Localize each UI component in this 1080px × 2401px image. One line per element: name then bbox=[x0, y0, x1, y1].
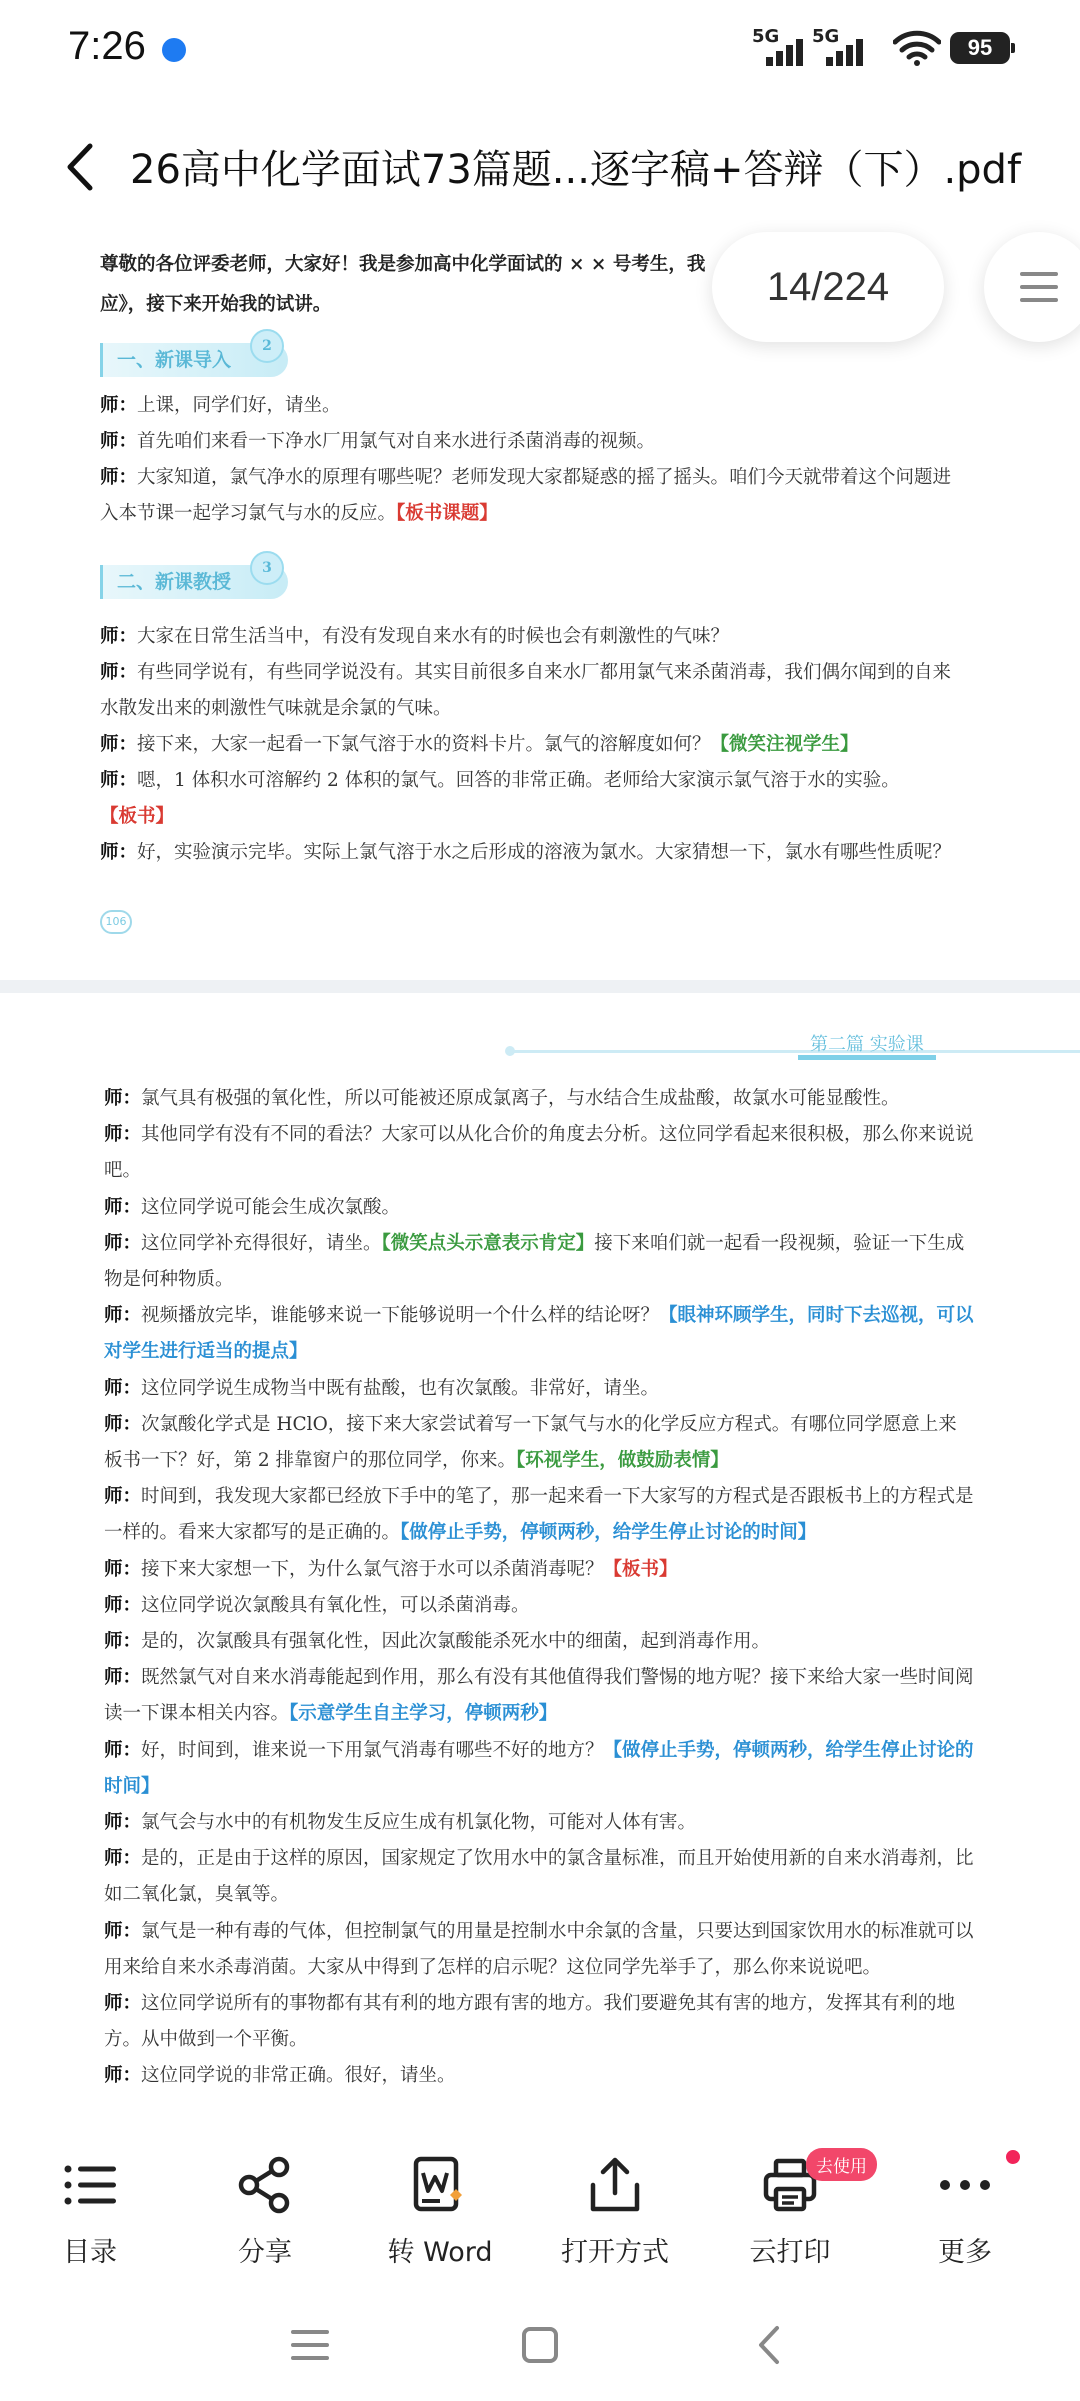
dialogue-line: 师：这位同学说可能会生成次氯酸。 bbox=[104, 1196, 401, 1218]
notification-dot bbox=[1006, 2150, 1020, 2164]
page-running-header: 第二篇 实验课 bbox=[810, 1030, 924, 1056]
dialogue-block-b bbox=[100, 619, 960, 871]
status-bar bbox=[0, 0, 1080, 100]
promo-badge[interactable]: 去使用 bbox=[806, 2148, 877, 2181]
document-title: 26高中化学面试73篇题...逐字稿+答辩（下）.pdf bbox=[130, 147, 1022, 193]
clock: 7:26 bbox=[68, 24, 146, 68]
list-icon bbox=[60, 2155, 120, 2215]
pdf-page-2 bbox=[0, 993, 1080, 2120]
back-nav-icon[interactable] bbox=[745, 2320, 795, 2370]
dialogue-line: 师：次氯酸化学式是 HClO，接下来大家尝试着写一下氯气与水的化学反应方程式。有哪位同学愿意上来板书一下？好，第 2 排靠窗户的那位同学，你来。【环视学生，做鼓励表情】 bbox=[104, 1413, 957, 1472]
dialogue-line: 师：这位同学说所有的事物都有其有利的地方跟有害的地方。我们要避免其有害的地方，发挥其有利的地方。从中做到一个平衡。 bbox=[104, 1993, 956, 2051]
signal-icon-sim1: 5G bbox=[752, 26, 806, 66]
dialogue-line: 师：首先咱们来看一下净水厂用氯气对自来水进行杀菌消毒的视频。 bbox=[100, 431, 656, 452]
title-bar bbox=[0, 110, 1080, 220]
section-header-teaching: 二、新课教授 3 bbox=[100, 565, 288, 599]
convert-word-button[interactable]: 转 Word bbox=[350, 2120, 530, 2290]
bottom-toolbar bbox=[0, 2120, 1080, 2290]
pdf-viewer[interactable] bbox=[0, 225, 1080, 2120]
dialogue-line: 师：氯气是一种有毒的气体，但控制氯气的用量是控制水中余氯的含量，只要达到国家饮用水的标准就可以用来给自来水杀毒消菌。大家从中得到了怎样的启示呢？这位同学先举手了，那么你来说说吧。 bbox=[104, 1920, 974, 1978]
dialogue-line: 师：是的，正是由于这样的原因，国家规定了饮用水中的氯含量标准，而且开始使用新的自来水消毒剂，比如二氧化氯，臭氧等。 bbox=[104, 1848, 974, 1906]
dialogue-line: 师：时间到，我发现大家都已经放下手中的笔了，那一起来看一下大家写的方程式是否跟板书上的方程式是一样的。看来大家都写的是正确的。【做停止手势，停顿两秒，给学生停止讨论的时间】 bbox=[104, 1486, 974, 1544]
recent-apps-icon[interactable] bbox=[285, 2320, 335, 2370]
dialogue-line: 师：其他同学有没有不同的看法？大家可以从化合价的角度去分析。这位同学看起来很积极，那么你来说说吧。 bbox=[104, 1124, 974, 1182]
dialogue-line: 师：大家在日常生活当中，有没有发现自来水有的时候也会有刺激性的气味？ bbox=[100, 626, 730, 647]
pdf-page-1 bbox=[0, 225, 1080, 980]
dialogue-line: 师：这位同学补充得很好，请坐。【微笑点头示意表示肯定】接下来咱们就一起看一段视频，验证一下生成物是何种物质。 bbox=[104, 1232, 965, 1291]
section-badge: 2 bbox=[250, 329, 284, 363]
dialogue-line: 师：大家知道，氯气净水的原理有哪些呢？老师发现大家都疑惑的摇了摇头。咱们今天就带着这个问题进入本节课一起学习氯气与水的反应。【板书课题】 bbox=[100, 467, 952, 524]
dialogue-line: 师：接下来大家想一下，为什么氯气溶于水可以杀菌消毒呢？【板书】 bbox=[104, 1558, 678, 1580]
more-icon bbox=[935, 2155, 995, 2215]
word-convert-icon bbox=[410, 2155, 470, 2215]
dialogue-line: 师：好，实验演示完毕。实际上氯气溶于水之后形成的溶液为氯水。大家猜想一下，氯水有哪些性质呢？ bbox=[100, 842, 952, 863]
upload-icon bbox=[585, 2155, 645, 2215]
section-badge: 3 bbox=[250, 551, 284, 585]
battery-indicator: 95 bbox=[950, 32, 1010, 64]
system-nav-bar bbox=[0, 2290, 1080, 2401]
signal-icon-sim2: 5G bbox=[812, 26, 866, 66]
dialogue-line: 师：嗯，1 体积水可溶解约 2 体积的氯气。回答的非常正确。老师给大家演示氯气溶于水的实验。【板书】 bbox=[100, 770, 900, 827]
dialogue-line: 师：上课，同学们好，请坐。 bbox=[100, 395, 341, 416]
open-with-button[interactable]: 打开方式 bbox=[525, 2120, 705, 2290]
share-icon bbox=[235, 2155, 295, 2215]
page-indicator[interactable]: 14/224 bbox=[712, 232, 944, 342]
dialogue-line: 师：是的，次氯酸具有强氧化性，因此次氯酸能杀死水中的细菌，起到消毒作用。 bbox=[104, 1631, 771, 1653]
dialogue-block-a bbox=[100, 388, 960, 532]
intro-paragraph: 尊敬的各位评委老师，大家好！我是参加高中化学面试的 × × 号考生，我 应》，接下来开始我的试讲。 bbox=[100, 254, 706, 315]
dialogue-line: 师：氯气具有极强的氧化性，所以可能被还原成氯离子，与水结合生成盐酸，故氯水可能显酸性。 bbox=[104, 1088, 900, 1109]
page-number-badge: 106 bbox=[100, 910, 132, 934]
notification-icon bbox=[162, 38, 186, 62]
home-icon[interactable] bbox=[515, 2320, 565, 2370]
dialogue-line: 师：有些同学说有，有些同学说没有。其实目前很多自来水厂都用氯气来杀菌消毒，我们偶尔闻到的自来水散发出来的刺激性气味就是余氯的气味。 bbox=[100, 662, 952, 719]
dialogue-line: 师：这位同学说次氯酸具有氧化性，可以杀菌消毒。 bbox=[104, 1594, 530, 1616]
dialogue-block-c bbox=[104, 1081, 974, 2095]
wifi-icon bbox=[893, 30, 941, 66]
dialogue-line: 师：这位同学说生成物当中既有盐酸，也有次氯酸。非常好，请坐。 bbox=[104, 1377, 660, 1399]
dialogue-line: 师：这位同学说的非常正确。很好，请坐。 bbox=[104, 2065, 456, 2087]
more-button[interactable]: 更多 bbox=[875, 2120, 1055, 2290]
header-decoration bbox=[510, 1050, 1080, 1053]
back-arrow-icon[interactable] bbox=[60, 142, 104, 192]
dialogue-line: 师：氯气会与水中的有机物发生反应生成有机氯化物，可能对人体有害。 bbox=[104, 1812, 697, 1834]
dialogue-line: 师：视频播放完毕，谁能够来说一下能够说明一个什么样的结论呀？【眼神环顾学生，同时下去巡视，可以对学生进行适当的提点】 bbox=[104, 1305, 974, 1363]
dialogue-line: 师：接下来，大家一起看一下氯气溶于水的资料卡片。氯气的溶解度如何？【微笑注视学生】 bbox=[100, 734, 859, 755]
dialogue-line: 师：既然氯气对自来水消毒能起到作用，那么有没有其他值得我们警惕的地方呢？接下来给大家一些时间阅读一下课本相关内容。【示意学生自主学习，停顿两秒】 bbox=[104, 1667, 974, 1725]
section-header-intro: 一、新课导入 2 bbox=[100, 343, 288, 377]
share-button[interactable]: 分享 bbox=[175, 2120, 355, 2290]
dialogue-line: 师：好，时间到，谁来说一下用氯气消毒有哪些不好的地方？【做停止手势，停顿两秒，给学生停止讨论的时间】 bbox=[104, 1739, 974, 1797]
cloud-print-button[interactable]: 去使用 云打印 bbox=[700, 2120, 880, 2290]
toc-button[interactable]: 目录 bbox=[0, 2120, 180, 2290]
